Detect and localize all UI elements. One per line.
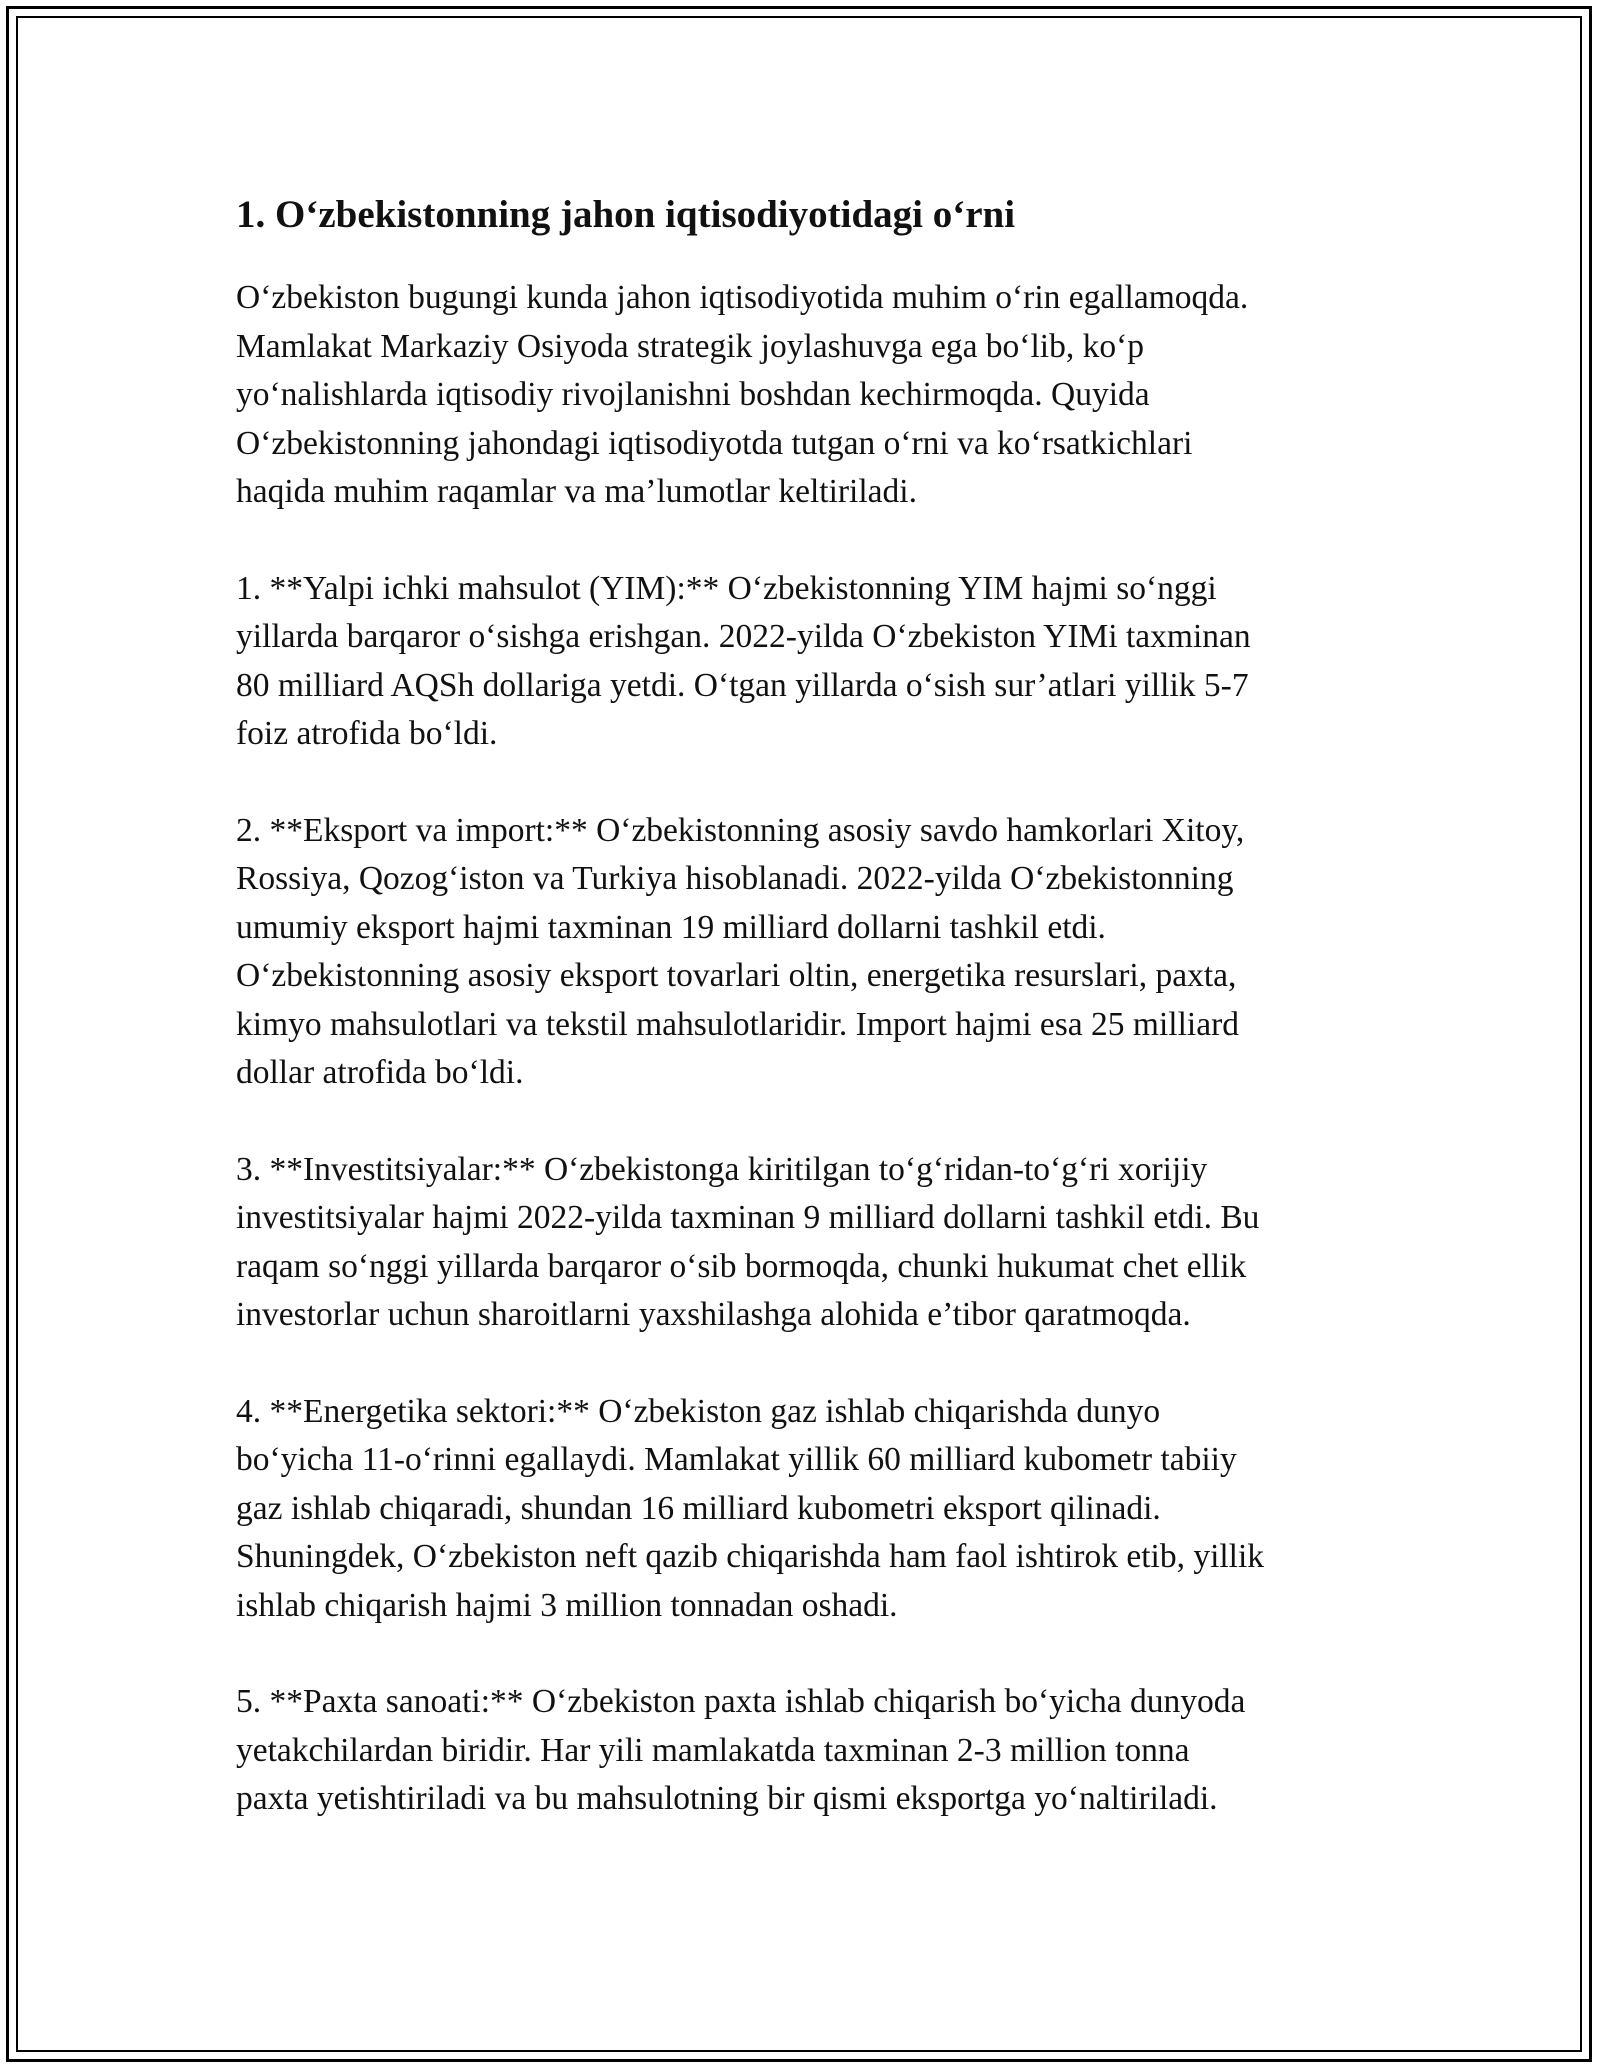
text-line: O‘zbekistonning asosiy eksport tovarlari oltin, energetika resurslari, paxta,: [236, 957, 1237, 994]
text-line: gaz ishlab chiqaradi, shundan 16 milliard kubometri eksport qilinadi.: [236, 1489, 1161, 1527]
text-line: raqam so‘nggi yillarda barqaror o‘sib bormoqda, chunki hukumat chet ellik: [236, 1247, 1247, 1285]
text-line: paxta yetishtiriladi va bu mahsulotning bir qismi eksportga yo‘naltiriladi.: [236, 1780, 1218, 1817]
text-line: 5. **Paxta sanoati:** O‘zbekiston paxta ishlab chiqarish bo‘yicha dunyoda: [236, 1683, 1246, 1720]
text-line: 1. **Yalpi ichki mahsulot (YIM):** O‘zbekistonning YIM hajmi so‘nggi: [236, 569, 1217, 607]
document-title: 1. O‘zbekistonning jahon iqtisodiyotidagi o‘rni: [236, 193, 1016, 236]
text-line: investorlar uchun sharoitlarni yaxshilashga alohida e’tibor qaratmoqda.: [236, 1296, 1191, 1333]
text-line: dollar atrofida bo‘ldi.: [236, 1054, 524, 1091]
investment-paragraph: [236, 1146, 1376, 1340]
energy-paragraph: [236, 1388, 1376, 1631]
gdp-paragraph: [236, 565, 1376, 759]
export-import-paragraph: [236, 807, 1376, 1098]
text-line: yo‘nalishlarda iqtisodiy rivojlanishni boshdan kechirmoqda. Quyida: [236, 376, 1150, 413]
text-line: O‘zbekistonning jahondagi iqtisodiyotda tutgan o‘rni va ko‘rsatkichlari: [236, 424, 1193, 462]
text-line: umumiy eksport hajmi taxminan 19 milliard dollarni tashkil etdi.: [236, 908, 1106, 946]
text-line: investitsiyalar hajmi 2022-yilda taxminan 9 milliard dollarni tashkil etdi. Bu: [236, 1199, 1260, 1236]
text-line: kimyo mahsulotlari va tekstil mahsulotlaridir. Import hajmi esa 25 milliard: [236, 1005, 1239, 1043]
text-line: 3. **Investitsiyalar:** O‘zbekistonga kiritilgan to‘g‘ridan-to‘g‘ri xorijiy: [236, 1150, 1208, 1188]
text-line: Shuningdek, O‘zbekiston neft qazib chiqarishda ham faol ishtirok etib, yillik: [236, 1538, 1265, 1575]
text-line: 4. **Energetika sektori:** O‘zbekiston gaz ishlab chiqarishda dunyo: [236, 1392, 1161, 1430]
document-body: [236, 186, 1376, 1824]
text-line: haqida muhim raqamlar va ma’lumotlar keltiriladi.: [236, 473, 917, 510]
text-line: yetakchilardan biridir. Har yili mamlakatda taxminan 2-3 million tonna: [236, 1731, 1190, 1769]
text-line: foiz atrofida bo‘ldi.: [236, 715, 498, 752]
text-line: ishlab chiqarish hajmi 3 million tonnadan oshadi.: [236, 1586, 898, 1624]
cotton-paragraph: [236, 1678, 1376, 1824]
text-line: 2. **Eksport va import:** O‘zbekistonning asosiy savdo hamkorlari Xitoy,: [236, 811, 1245, 849]
text-line: 80 milliard AQSh dollariga yetdi. O‘tgan yillarda o‘sish sur’atlari yillik 5-7: [236, 666, 1249, 704]
text-line: O‘zbekiston bugungi kunda jahon iqtisodiyotida muhim o‘rin egallamoqda.: [236, 279, 1249, 316]
intro-paragraph: [236, 274, 1376, 517]
text-line: Rossiya, Qozog‘iston va Turkiya hisoblanadi. 2022-yilda O‘zbekistonning: [236, 860, 1234, 897]
text-line: Mamlakat Markaziy Osiyoda strategik joylashuvga ega bo‘lib, ko‘p: [236, 327, 1144, 365]
text-line: yillarda barqaror o‘sishga erishgan. 2022-yilda O‘zbekiston YIMi taxminan: [236, 618, 1251, 655]
text-line: bo‘yicha 11-o‘rinni egallaydi. Mamlakat yillik 60 milliard kubometr tabiiy: [236, 1441, 1237, 1478]
